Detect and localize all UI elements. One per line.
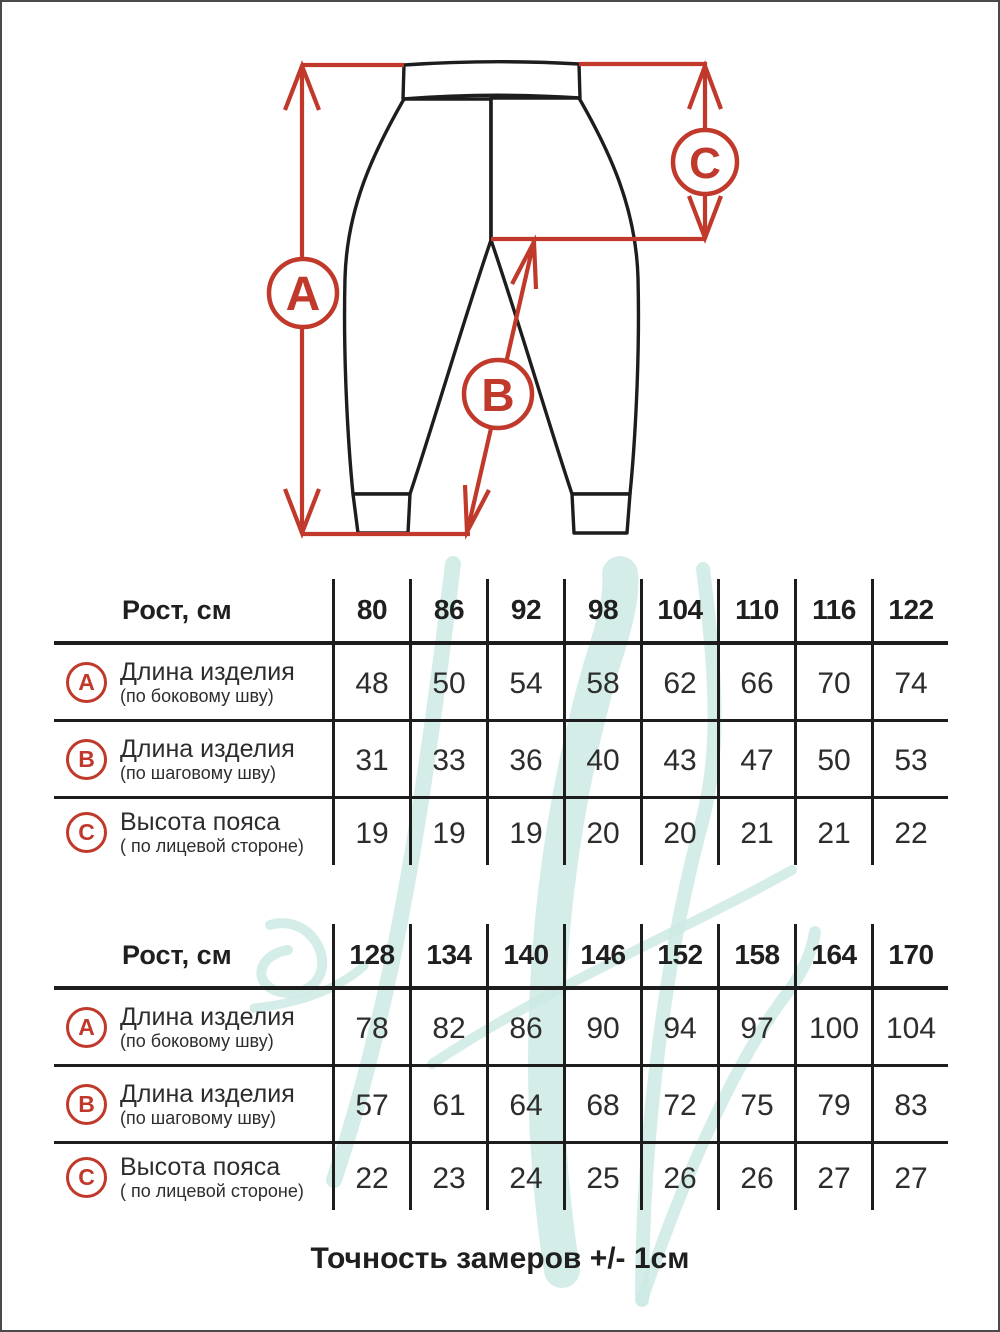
value-cell: 33 <box>409 722 486 796</box>
value-cell: 24 <box>486 1144 563 1210</box>
value-cell: 74 <box>871 645 948 719</box>
height-label: Рост, см <box>122 594 232 625</box>
table-header-row <box>54 924 948 990</box>
size-header-cell: 170 <box>871 924 948 986</box>
pants-outline <box>345 62 639 533</box>
tolerance-caption: Точность замеров +/- 1см <box>310 1242 690 1275</box>
value-cell: 50 <box>409 645 486 719</box>
row-subtitle: ( по лицевой стороне) <box>120 1180 304 1201</box>
value-cell: 54 <box>486 645 563 719</box>
size-table-128-170 <box>54 924 948 1210</box>
row-subtitle: (по шаговому шву) <box>120 762 276 783</box>
value-cell: 58 <box>563 645 640 719</box>
row-title-wrap <box>120 735 295 783</box>
value-cell: 50 <box>794 722 871 796</box>
value-cell: 21 <box>794 799 871 865</box>
row-title-wrap <box>120 808 304 856</box>
value-cell: 86 <box>486 990 563 1064</box>
value-cell: 26 <box>717 1144 794 1210</box>
value-cell: 19 <box>332 799 409 865</box>
value-cell: 82 <box>409 990 486 1064</box>
row-title: Длина изделия <box>120 735 295 764</box>
value-cell: 43 <box>640 722 717 796</box>
pants-right-leg <box>491 98 638 494</box>
value-cell: 21 <box>717 799 794 865</box>
value-cell: 23 <box>409 1144 486 1210</box>
size-header-cell: 140 <box>486 924 563 986</box>
letter-badge-B: B <box>66 1084 107 1125</box>
size-header-cell: 98 <box>563 579 640 641</box>
row-label-cell <box>54 990 332 1064</box>
height-label-cell <box>54 924 332 986</box>
value-cell: 53 <box>871 722 948 796</box>
measure-a-letter: A <box>285 268 321 321</box>
row-title: Высота пояса <box>120 808 281 837</box>
size-header-cell: 152 <box>640 924 717 986</box>
measure-row-B <box>54 1067 948 1144</box>
row-subtitle: ( по лицевой стороне) <box>120 835 304 856</box>
letter-badge-C: C <box>66 812 107 853</box>
value-cell: 97 <box>717 990 794 1064</box>
measure-row-B <box>54 722 948 799</box>
size-header-cell: 134 <box>409 924 486 986</box>
row-title: Длина изделия <box>120 658 295 687</box>
row-title-wrap <box>120 658 295 706</box>
size-header-cell: 86 <box>409 579 486 641</box>
size-header-cell: 128 <box>332 924 409 986</box>
pants-waistband <box>403 62 580 99</box>
letter-badge-A: A <box>66 1007 107 1048</box>
row-subtitle: (по шаговому шву) <box>120 1107 276 1128</box>
size-header-cell: 116 <box>794 579 871 641</box>
height-label: Рост, см <box>122 939 232 970</box>
value-cell: 19 <box>486 799 563 865</box>
value-cell: 47 <box>717 722 794 796</box>
size-header-cell: 164 <box>794 924 871 986</box>
value-cell: 27 <box>871 1144 948 1210</box>
pants-measurement-diagram <box>2 2 1000 572</box>
pants-left-leg <box>345 99 491 494</box>
size-header-cell: 146 <box>563 924 640 986</box>
value-cell: 22 <box>332 1144 409 1210</box>
value-cell: 75 <box>717 1067 794 1141</box>
value-cell: 100 <box>794 990 871 1064</box>
value-cell: 78 <box>332 990 409 1064</box>
row-label-cell <box>54 645 332 719</box>
value-cell: 40 <box>563 722 640 796</box>
value-cell: 25 <box>563 1144 640 1210</box>
height-label-cell <box>54 579 332 641</box>
row-title-wrap <box>120 1080 295 1128</box>
measure-b-letter: B <box>481 369 515 421</box>
size-header-cell: 92 <box>486 579 563 641</box>
size-header-cell: 158 <box>717 924 794 986</box>
row-label-cell <box>54 722 332 796</box>
value-cell: 31 <box>332 722 409 796</box>
row-title-wrap <box>120 1003 295 1051</box>
value-cell: 70 <box>794 645 871 719</box>
letter-badge-C: C <box>66 1157 107 1198</box>
value-cell: 83 <box>871 1067 948 1141</box>
measure-row-C <box>54 1144 948 1210</box>
row-title: Длина изделия <box>120 1080 295 1109</box>
value-cell: 64 <box>486 1067 563 1141</box>
measure-row-C <box>54 799 948 865</box>
value-cell: 68 <box>563 1067 640 1141</box>
value-cell: 104 <box>871 990 948 1064</box>
value-cell: 90 <box>563 990 640 1064</box>
letter-badge-B: B <box>66 739 107 780</box>
row-label-cell <box>54 1144 332 1210</box>
size-header-cell: 122 <box>871 579 948 641</box>
size-table-80-122 <box>54 579 948 865</box>
value-cell: 36 <box>486 722 563 796</box>
row-subtitle: (по боковому шву) <box>120 685 274 706</box>
value-cell: 20 <box>640 799 717 865</box>
value-cell: 66 <box>717 645 794 719</box>
measure-row-A <box>54 645 948 722</box>
measure-c-letter: C <box>689 139 721 188</box>
row-title: Высота пояса <box>120 1153 281 1182</box>
row-label-cell <box>54 1067 332 1141</box>
pants-left-cuff <box>353 494 410 533</box>
size-header-cell: 110 <box>717 579 794 641</box>
value-cell: 94 <box>640 990 717 1064</box>
value-cell: 57 <box>332 1067 409 1141</box>
size-header-cell: 104 <box>640 579 717 641</box>
letter-badge-A: A <box>66 662 107 703</box>
value-cell: 79 <box>794 1067 871 1141</box>
row-label-cell <box>54 799 332 865</box>
value-cell: 26 <box>640 1144 717 1210</box>
row-subtitle: (по боковому шву) <box>120 1030 274 1051</box>
value-cell: 61 <box>409 1067 486 1141</box>
table-header-row <box>54 579 948 645</box>
pants-right-cuff <box>572 494 630 533</box>
value-cell: 72 <box>640 1067 717 1141</box>
row-title: Длина изделия <box>120 1003 295 1032</box>
measure-row-A <box>54 990 948 1067</box>
row-title-wrap <box>120 1153 304 1201</box>
value-cell: 20 <box>563 799 640 865</box>
value-cell: 19 <box>409 799 486 865</box>
size-header-cell: 80 <box>332 579 409 641</box>
value-cell: 48 <box>332 645 409 719</box>
value-cell: 22 <box>871 799 948 865</box>
value-cell: 62 <box>640 645 717 719</box>
value-cell: 27 <box>794 1144 871 1210</box>
